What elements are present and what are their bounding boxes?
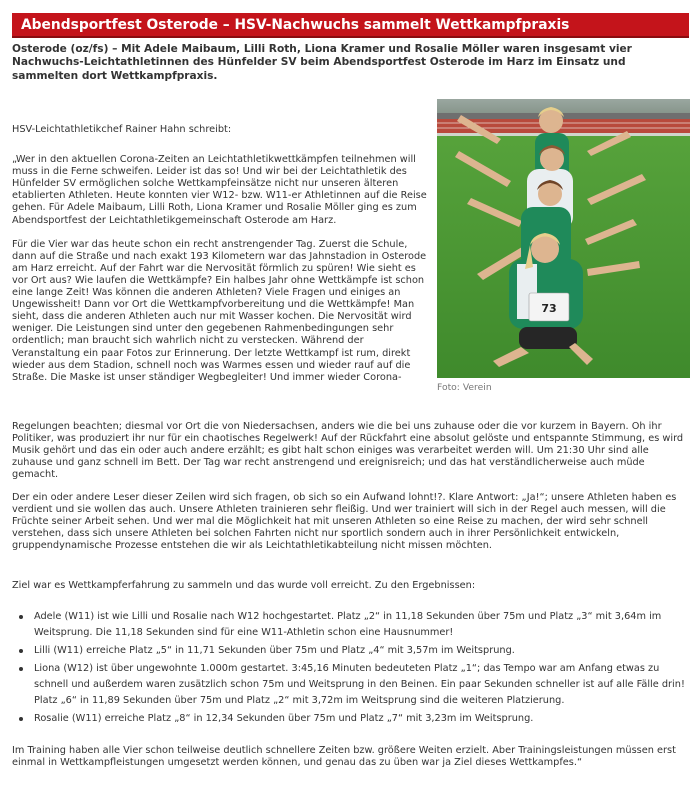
list-item: Liona (W12) ist über ungewohnte 1.000m gestartet. 3:45,16 Minuten bedeuteten Platz „1“; das Tempo war am Anfang etwas zu schnell und außerdem waren zusätzlich schon 75m und Weitsprung in den Beinen. Ein paar Sekunden schneller ist auf alle Fälle drin! Platz „6“ in 11,89 Sekunden über 75m und Platz „2“ mit 3,72m im Weitsprung sind die weiteren Platzierung. — [12, 661, 688, 709]
article-paragraph-4: Ziel war es Wettkampferfahrung zu sammeln und das wurde voll erreicht. Zu den Ergebnissen: — [12, 580, 476, 591]
list-item: Rosalie (W11) erreiche Platz „8“ in 12,34 Sekunden über 75m und Platz „7“ mit 3,23m im Weitsprung. — [12, 711, 688, 727]
article-figure — [437, 99, 691, 397]
list-item: Lilli (W11) erreiche Platz „5“ in 11,71 Sekunden über 75m und Platz „4“ mit 3,57m im Weitsprung. — [12, 643, 688, 659]
photo-caption: Foto: Verein — [437, 382, 492, 393]
bib-number: 73 — [541, 302, 557, 315]
article-paragraph-2: Für die Vier war das heute schon ein recht anstrengender Tag. Zuerst die Schule, dann auf die Straße und nach exakt 193 Kilometern war das Jahnstadion in Osterode am Harz erreicht. Auf der Fahrt war die Nervosität förmlich zu spüren! Wie sieht es vor Ort aus? Wie laufen die Wettkämpfe? Ein halbes Jahr ohne Wettkämpfe ist schon eine lange Zeit! Was können die anderen Athleten? Viele Fragen und einiges an Ungewissheit! Dann vor Ort die Wettkampfvorbereitung und die Wettkämpfe! Man sieht, dass die anderen Athleten auch nur mit Wasser kochen. Die Nervosität wird weniger. Die Leistungen sind unter den gegebenen Rahmenbedingungen sehr ordentlich; man braucht sich wahrlich nicht zu verstecken. Während der Veranstaltung ein paar Fotos zur Erinnerung. Der letzte Wettkampf ist rum, direkt wieder aus dem Stadion, schnell noch was Warmes essen und wieder rauf auf die Straße. Die Maske ist unser ständiger Wegbegleiter! Und immer wieder Corona- — [12, 238, 427, 383]
article-intro: HSV-Leichtathletikchef Rainer Hahn schreibt: — [12, 124, 232, 135]
article-lead: Osterode (oz/fs) – Mit Adele Maibaum, Lilli Roth, Liona Kramer und Rosalie Möller waren insgesamt vier Nachwuchs-Leichtathletinnen des Hünfelder SV beim Abendsportfest Osterode im Harz im Einsatz und sammelten dort Wettkampfpraxis. — [12, 43, 632, 82]
article-closing: Im Training haben alle Vier schon teilweise deutlich schnellere Zeiten bzw. größere Weiten erzielt. Aber Trainingsleistungen müssen erst einmal in Wettkampfleistungen umgesetzt werden können, und genau das zu üben war ja Ziel dieses Wettkampfes.“ — [12, 745, 676, 769]
team-photo[interactable] — [437, 99, 690, 378]
article-paragraph-3: Der ein oder andere Leser dieser Zeilen wird sich fragen, ob sich so ein Aufwand lohnt!?. Klare Antwort: „Ja!“; unsere Athleten haben es verdient und sie wollen das auch. Unsere Athleten trainieren sehr fleißig. Und wer trainiert will sich in der Regel auch messen, will die Früchte seiner Arbeit sehen. Und wer mal die Möglichkeit hat mit unseren Athleten so eine Reise zu machen, der wird sehr schnell verstehen, dass sich unsere Athleten bei solchen Fahrten nicht nur sportlich sondern auch in ihrer Persönlichkeit entwickeln, gruppendynamische Prozesse entstehen die wir als Leichtathletikabteilung nicht missen möchten. — [12, 492, 677, 552]
results-list — [12, 609, 688, 729]
article-paragraph-2-continued: Regelungen beachten; diesmal vor Ort die von Niedersachsen, anders wie die bei uns zuhause oder die vor kurzem in Bayern. Oh ihr Politiker, was produziert ihr nur für ein chaotisches Regelwerk! Auf der Rückfahrt eine absolut gelöste und entspannte Stimmung, es wird Musik gehört und das ein oder auch andere erzählt; es gibt halt schon einiges was verarbeitet werden will. Um 21:30 Uhr sind alle zuhause und ganz schnell im Bett. Der Tag war recht anstrengend und ereignisreich; und das hat verständlicherweise auch müde gemacht. — [12, 421, 684, 481]
article-body-narrow — [12, 124, 430, 384]
article-title: Abendsportfest Osterode – HSV-Nachwuchs sammelt Wettkampfpraxis — [12, 13, 689, 38]
article-paragraph-1: „Wer in den aktuellen Corona-Zeiten an Leichtathletikwettkämpfen teilnehmen will muss in die Ferne schweifen. Leider ist das so! Und wir bei der Leichtathletik des Hünfelder SV ermöglichen solche Wettkampfeinsätze nicht nur unseren älteren etablierten Athleten. Heute konnten vier W12- bzw. W11-er Athletinnen auf die Reise gehen. Für Adele Maibaum, Lilli Roth, Liona Kramer und Rosalie Möller ging es zum Abendsportfest der Leichtathletikgemeinschaft Osterode am Harz. — [12, 154, 427, 226]
list-item: Adele (W11) ist wie Lilli und Rosalie nach W12 hochgestartet. Platz „2“ in 11,18 Sekunden über 75m und Platz „3“ mit 3,64m im Weitsprung. Die 11,18 Sekunden sind für eine W11-Athletin schon eine Hausnummer! — [12, 609, 688, 641]
